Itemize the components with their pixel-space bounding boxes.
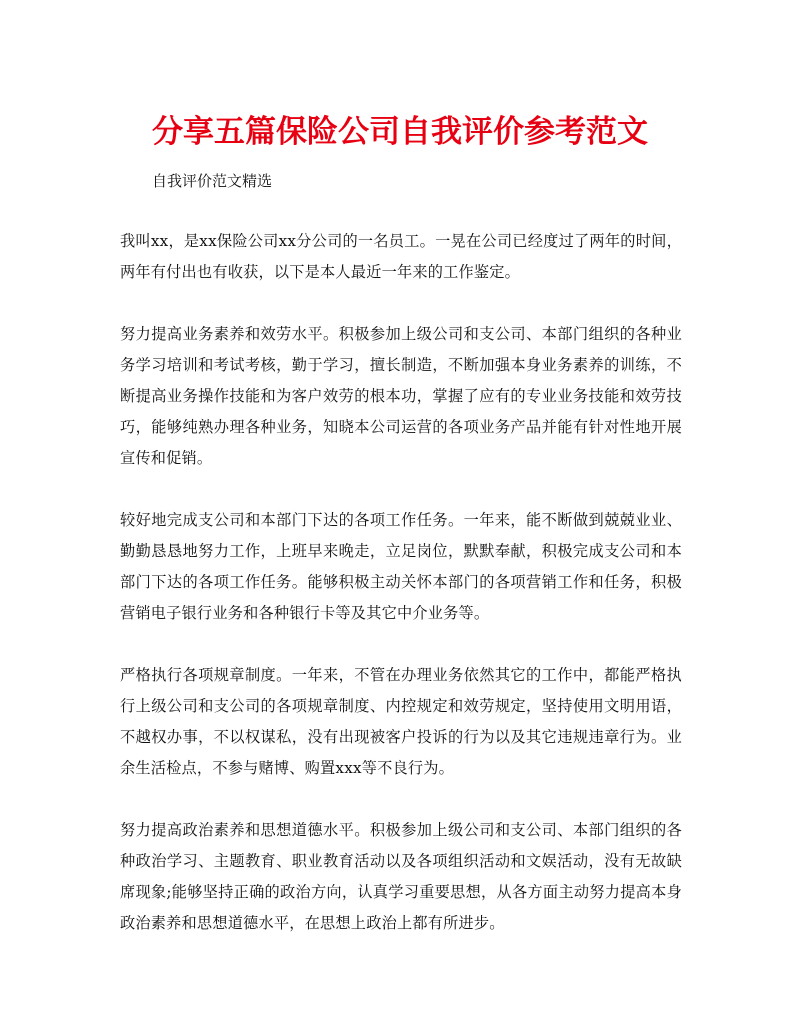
paragraph-business-skills: 努力提高业务素养和效劳水平。积极参加上级公司和支公司、本部门组织的各种业务学习培训和考试考核，勤于学习，擅长制造，不断加强本身业务素养的训练，不断提高业务操作技能和为客户效劳的根本功，掌握了应有的专业业务技能和效劳技巧，能够纯熟办理各种业务，知晓本公司运营的各项业务产品并能有针对性地开展宣传和促销。	[120, 325, 682, 467]
document-body	[120, 226, 682, 970]
document-subtitle: 自我评价范文精选	[152, 172, 273, 190]
paragraph-intro: 我叫xx，是xx保险公司xx分公司的一名员工。一晃在公司已经度过了两年的时间，两年有付出也有收获，以下是本人最近一年来的工作鉴定。	[120, 232, 682, 281]
paragraph-rules-compliance: 严格执行各项规章制度。一年来，不管在办理业务依然其它的工作中，都能严格执行上级公司和支公司的各项规章制度、内控规定和效劳规定，坚持使用文明用语，不越权办事，不以权谋私，没有出现被客户投诉的行为以及其它违规违章行为。业余生活检点，不参与赌博、购置xxx等不良行为。	[120, 666, 682, 777]
document-title: 分享五篇保险公司自我评价参考范文	[152, 114, 648, 150]
paragraph-task-completion: 较好地完成支公司和本部门下达的各项工作任务。一年来，能不断做到兢兢业业、勤勤恳恳地努力工作，上班早来晚走，立足岗位，默默奉献，积极完成支公司和本部门下达的各项工作任务。能够积极主动关怀本部门的各项营销工作和任务，积极营销电子银行业务和各种银行卡等及其它中介业务等。	[120, 511, 682, 622]
paragraph-political-quality: 努力提高政治素养和思想道德水平。积极参加上级公司和支公司、本部门组织的各种政治学习、主题教育、职业教育活动以及各项组织活动和文娱活动，没有无故缺席现象;能够坚持正确的政治方向，认真学习重要思想，从各方面主动努力提高本身政治素养和思想道德水平，在思想上政治上都有所进步。	[120, 821, 682, 932]
